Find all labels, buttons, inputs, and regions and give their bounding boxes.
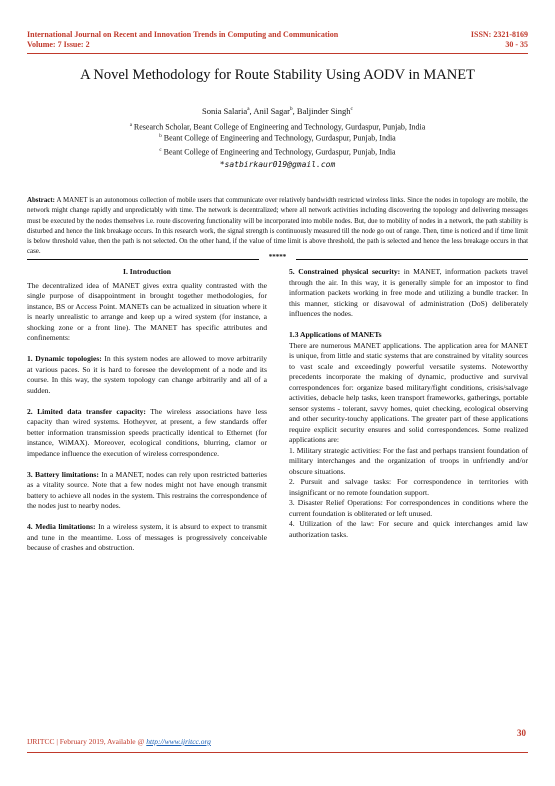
right-column [289,267,528,540]
affiliation [27,146,528,158]
section-heading-introduction: I. Introduction [123,267,171,276]
application-item: 2. Pursuit and salvage tasks: For correspondence in territories with insignificant or no remote foundation support. [289,477,528,497]
header-right [471,30,528,50]
footer-text: IJRITCC | February 2019, Available @ [27,737,145,746]
application-item: 1. Military strategic activities: For the fast and perhaps transient foundation of military interchanges and the organization of troops in unfriendly and/or obscure situations. [289,445,528,476]
limitation-item [27,354,267,396]
author-sup: a [247,106,250,112]
author-name: Baljinder Singh [296,105,351,116]
affiliation-text: Research Scholar, Beant College of Engineering and Technology, Gurdaspur, Punjab, India [133,122,426,132]
limitation-label: 1. Dynamic topologies: [27,354,102,363]
abstract-label: Abstract: [27,197,55,204]
footer-rule [27,752,528,753]
paper-title: A Novel Methodology for Route Stability Using AODV in MANET [80,67,475,83]
affiliation-text: Beant College of Engineering and Technology, Gurdaspur, Punjab, India [163,147,396,157]
application-item: 4. Utilization of the law: For secure and quick interchanges amid law authorization tasks. [289,519,528,539]
limitation-item [27,522,267,554]
author-sup: c [350,106,353,112]
limitation-label: 3. Battery limitations: [27,469,99,479]
journal-name: International Journal on Recent and Innovation Trends in Computing and Communication [27,30,339,39]
limitation-text: In a wireless system, it is absurd to expect to transmit and tune in the meantime. Loss of messages is progressively conceivable because of crashes and obstruction. [27,522,267,552]
limitation-item [27,407,267,460]
applications-list [289,446,528,541]
affiliation [27,121,528,133]
author-list: Sonia Salaria$^a$, Anil Sagar$^b$, Baljinder Singh$^c$ [202,105,353,116]
page-range: 30 - 35 [505,40,528,49]
author-name: Sonia Salaria [202,105,248,116]
issn: ISSN: 2321-8169 [470,30,528,39]
limitation-item [27,470,267,512]
subsection-heading-applications: 1.3 Applications of MANETs [289,330,382,339]
application-item: 3. Disaster Relief Operations: For correspondences in conditions where the current foundation is obliterated or left unused. [289,498,528,518]
left-column [27,267,267,564]
page-number: 30 [517,728,526,738]
author-email: *satbirkaur019@gmail.com [219,160,336,169]
limitation-text: in MANET, information packets travel through the air. In this way, it is generally simple for an impostor to find information packets working in free mode and utilizing a bundle tracker. In this manner, sticking or disavowal of administration (DoS) deliberately influences the nodes. [289,267,529,318]
affiliation-sup: b [159,134,162,139]
journal-volume: Volume: 7 Issue: 2 [27,40,90,49]
separator-stars: ***** [268,253,287,261]
separator-line-right [296,259,528,260]
header-left [27,30,338,50]
limitation-label: 4. Media limitations: [27,522,96,531]
intro-paragraph: The decentralized idea of MANET gives extra quality contrasted with the single purpose of disappointment in brought together methodologies, for instance, BS or Access Point. MANETs can be actualized in situation where it is nearly unrealistic to arrange and keep up a wired system (for instance, a shocking zone or a front line). The MANET has specific attributes and confinements: [27,280,267,342]
limitation-text: The wireless associations have less capacity than wired systems. Hotheyver, at present, a few standards offer better information transmission speeds practically identical to Ethernet (for instance, WiMAX). Moreover, ecological conditions, blurring, clamor or impedance influence the execution of wireless correspondence. [27,406,267,458]
journal-link[interactable]: http://www.ijritcc.org [146,737,211,746]
limitation-item [289,267,528,320]
abstract-text: A MANET is an autonomous collection of mobile users that communicate over relatively bandwidth restricted wireless links. Since the nodes in topology are mobile, the network might change rapidly and unpredictably with time. The network is decentralized; where all network activities including discovering the topology and delivering messages must be executed by the nodes themselves i.e. route discovering functionality will be incorporated into mobile nodes. But, due to mobility of nodes in a network, the path stability is disturbed and hence the link breakage occurs. In this research work, the signal strength is continuously measured till the node go out of range. Then, time is noticed and if time limit is below threshold value, then the path is not selected. On the other hand, if the value of time limit is above threshold, the path is selected and hence the less breakage occurs in that case. [27,197,528,256]
affiliation-sup: c [159,148,162,153]
author-sup: b [289,106,293,112]
header-rule [27,53,528,54]
affiliation-text: Beant College of Engineering and Technology, Gurdaspur, Punjab, India [163,133,396,143]
limitation-text: In a MANET, nodes can rely upon restricted batteries as a vitality source. Note that a few nodes might not have enough transmit battery to achieve all nodes in the system. This restrains the correspondence of the nodes just to nearby nodes. [27,469,267,510]
limitation-label: 5. Constrained physical security: [289,267,401,276]
abstract [27,196,528,258]
applications-intro: There are numerous MANET applications. The application area for MANET is unique, from little and static systems that are constrained by vitality sources to vast scale and exceedingly powerful versatile systems. Noteworthy precedents incorporate the making of dynamic, productive and survival correspondences for: organize based military/fight conditions, crisis/salvage activities, debacle help tasks, keen transport frameworks, gatherings, portable sensor systems - tolerant, savvy homes, quiet checking, ecological observing and other security-touchy applications. The greater part of these applications require explicit security ensures and solid correspondences. Some realized applications are: [289,340,528,444]
page-footer [27,737,211,746]
affiliation [27,132,528,144]
affiliation-sup: a [129,123,132,128]
limitation-label: 2. Limited data transfer capacity: [27,406,146,416]
limitation-text: In this system nodes are allowed to move arbitrarily at various paces. So it is hard to foresee the development of a node and its course. In this way, the system topology can change arbitrarily and all of a sudden. [27,354,267,395]
author-name: Anil Sagar [253,105,290,116]
section-separator [27,255,528,263]
